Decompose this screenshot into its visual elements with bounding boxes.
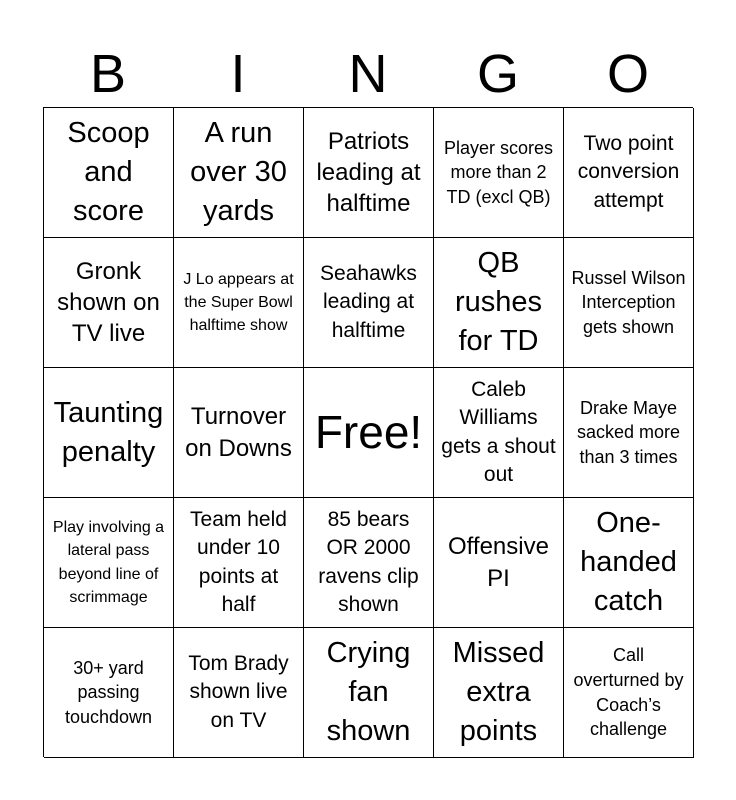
header-letter-n: N [348, 44, 388, 104]
bingo-cell-r2-c4[interactable]: QB rushes for TD [434, 238, 564, 368]
bingo-cell-r5-c3[interactable]: Crying fan shown [304, 628, 434, 758]
bingo-cell-r4-c4[interactable]: Offensive PI [434, 498, 564, 628]
bingo-cell-r4-c3[interactable]: 85 bears OR 2000 ravens clip shown [304, 498, 434, 628]
header-letter-g: G [476, 44, 519, 104]
bingo-cell-r2-c2[interactable]: J Lo appears at the Super Bowl halftime show [174, 238, 304, 368]
bingo-cell-r3-c5[interactable]: Drake Maye sacked more than 3 times [564, 368, 694, 498]
bingo-cell-r5-c5[interactable]: Call overturned by Coach’s challenge [564, 628, 694, 758]
bingo-grid [43, 107, 693, 757]
bingo-cell-r2-c3[interactable]: Seahawks leading at halftime [304, 238, 434, 368]
header-letter-b: B [89, 44, 127, 104]
bingo-cell-r2-c1[interactable]: Gronk shown on TV live [44, 238, 174, 368]
bingo-cell-r4-c2[interactable]: Team held under 10 points at half [174, 498, 304, 628]
bingo-cell-r1-c4[interactable]: Player scores more than 2 TD (excl QB) [434, 108, 564, 238]
bingo-cell-r5-c4[interactable]: Missed extra points [434, 628, 564, 758]
bingo-cell-r3-c2[interactable]: Turnover on Downs [174, 368, 304, 498]
bingo-cell-r5-c1[interactable]: 30+ yard passing touchdown [44, 628, 174, 758]
bingo-cell-r4-c1[interactable]: Play involving a lateral pass beyond line of scrimmage [44, 498, 174, 628]
bingo-cell-r1-c5[interactable]: Two point conversion attempt [564, 108, 694, 238]
bingo-cell-free[interactable]: Free! [304, 368, 434, 498]
header-letter-i: I [230, 44, 246, 104]
bingo-cell-r4-c5[interactable]: One-handed catch [564, 498, 694, 628]
bingo-cell-r2-c5[interactable]: Russel Wilson Interception gets shown [564, 238, 694, 368]
bingo-cell-r1-c3[interactable]: Patriots leading at halftime [304, 108, 434, 238]
bingo-cell-r1-c1[interactable]: Scoop and score [44, 108, 174, 238]
bingo-cell-r3-c1[interactable]: Taunting penalty [44, 368, 174, 498]
bingo-header [43, 42, 693, 106]
bingo-cell-r3-c4[interactable]: Caleb Williams gets a shout out [434, 368, 564, 498]
header-letter-o: O [606, 44, 649, 104]
bingo-cell-r1-c2[interactable]: A run over 30 yards [174, 108, 304, 238]
bingo-cell-r5-c2[interactable]: Tom Brady shown live on TV [174, 628, 304, 758]
